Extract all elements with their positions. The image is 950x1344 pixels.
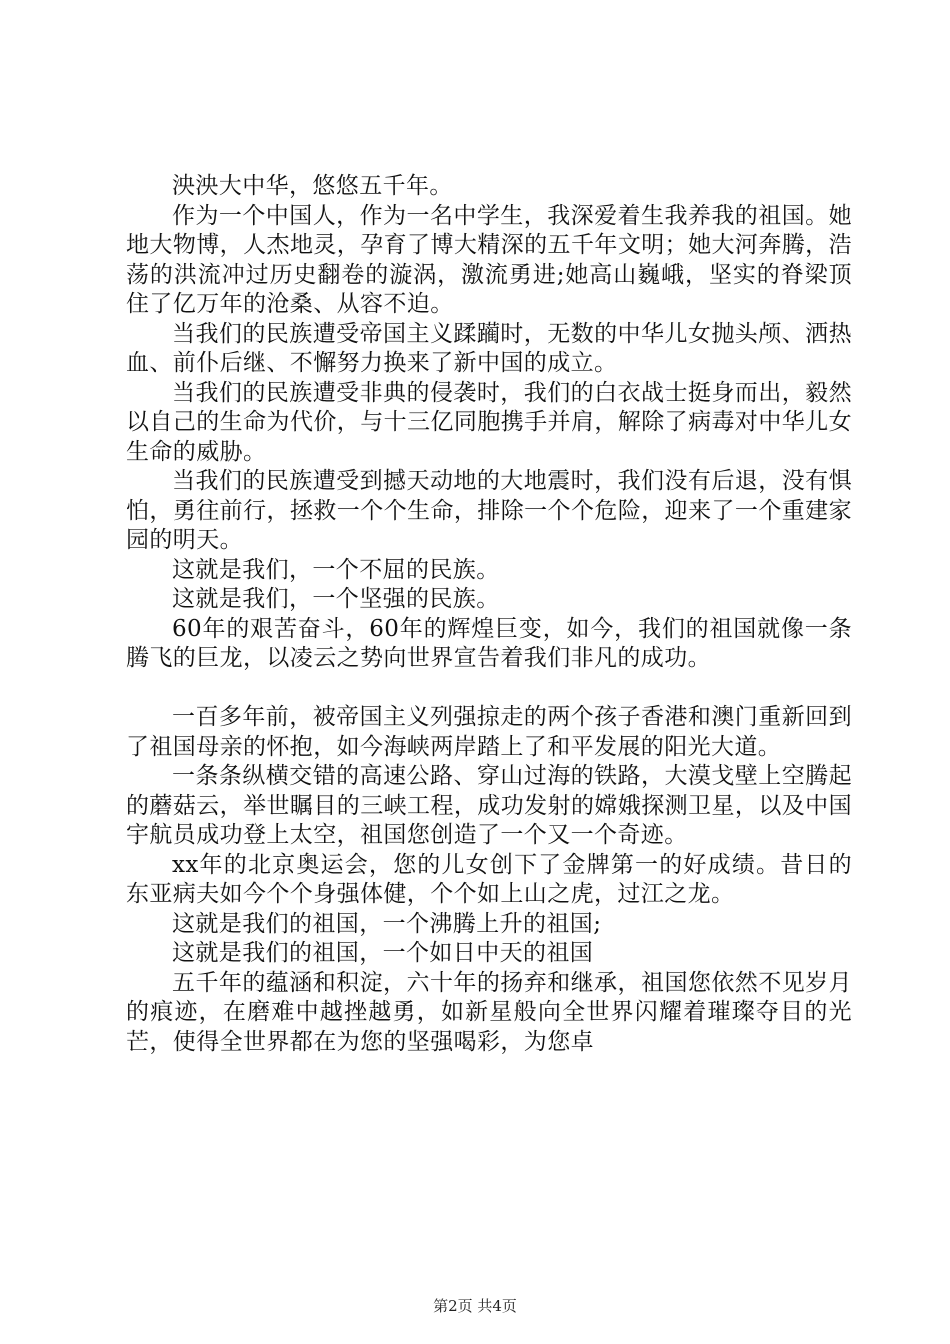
page-footer: [0, 1296, 950, 1316]
paragraph: 这就是我们的祖国，一个如日中天的祖国: [172, 940, 594, 966]
page-number: 第2页 共4页: [433, 1297, 517, 1315]
paragraph: 泱泱大中华，悠悠五千年。: [172, 173, 453, 199]
paragraph: 这就是我们，一个坚强的民族。: [172, 586, 500, 612]
document-body: [126, 172, 852, 1057]
paragraph-spacer: [126, 674, 852, 704]
paragraph: 五千年的蕴涵和积淀，六十年的扬弃和继承，祖国您依然不见岁月的痕迹，在磨难中越挫越勇，如新星般向全世界闪耀着璀璨夺目的光芒，使得全世界都在为您的坚强喝彩，为您卓: [126, 969, 852, 1055]
paragraph: 当我们的民族遭受非典的侵袭时，我们的白衣战士挺身而出，毅然以自己的生命为代价，与十三亿同胞携手并肩，解除了病毒对中华儿女生命的威胁。: [126, 379, 852, 465]
paragraph: 一条条纵横交错的高速公路、穿山过海的铁路，大漠戈壁上空腾起的蘑菇云，举世瞩目的三峡工程，成功发射的嫦娥探测卫星，以及中国宇航员成功登上太空，祖国您创造了一个又一个奇迹。: [126, 763, 852, 848]
paragraph: 60年的艰苦奋斗，60年的辉煌巨变，如今，我们的祖国就像一条腾飞的巨龙，以凌云之势向世界宣告着我们非凡的成功。: [126, 615, 852, 671]
paragraph: 一百多年前，被帝国主义列强掠走的两个孩子香港和澳门重新回到了祖国母亲的怀抱，如今海峡两岸踏上了和平发展的阳光大道。: [126, 704, 852, 760]
paragraph: 这就是我们，一个不屈的民族。: [172, 556, 500, 583]
paragraph: 这就是我们的祖国，一个沸腾上升的祖国;: [172, 910, 602, 937]
paragraph: 当我们的民族遭受到撼天动地的大地震时，我们没有后退，没有惧怕，勇往前行，拯救一个个生命，排除一个个危险，迎来了一个重建家园的明天。: [126, 468, 852, 553]
paragraph: xx年的北京奥运会，您的儿女创下了金牌第一的好成绩。昔日的东亚病夫如今个个身强体健，个个如上山之虎，过江之龙。: [126, 851, 852, 907]
paragraph: 作为一个中国人，作为一名中学生，我深爱着生我养我的祖国。她地大物博，人杰地灵，孕育了博大精深的五千年文明；她大河奔腾，浩荡的洪流冲过历史翻卷的漩涡，激流勇进;她高山巍峨，坚实的脊梁顶住了亿万年的沧桑、从容不迫。: [126, 202, 852, 317]
paragraph: 当我们的民族遭受帝国主义蹂躏时，无数的中华儿女抛头颅、洒热血、前仆后继、不懈努力换来了新中国的成立。: [126, 320, 852, 376]
